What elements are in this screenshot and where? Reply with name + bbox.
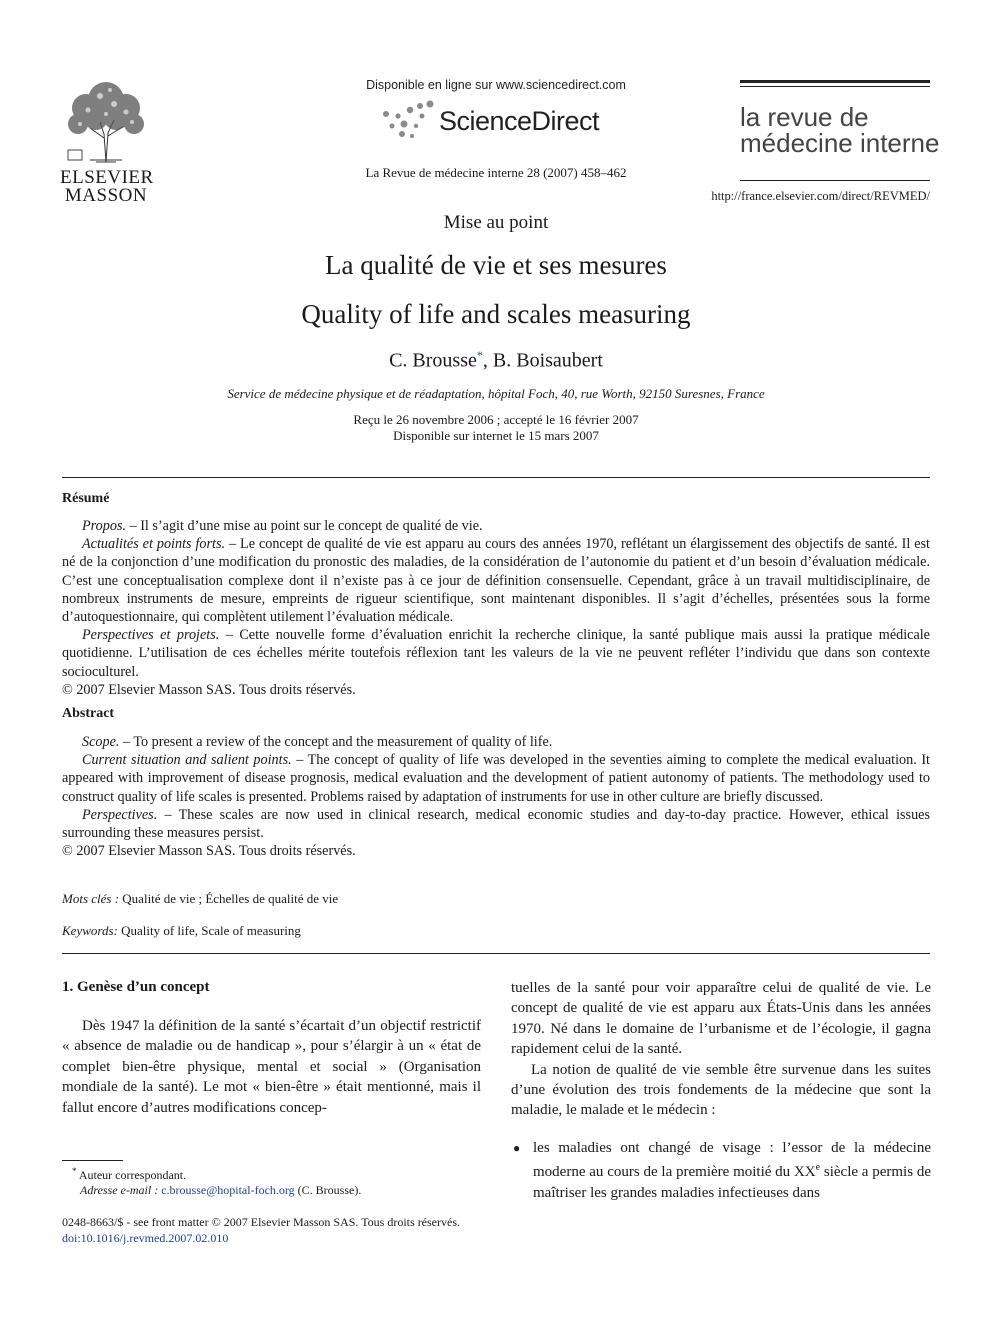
bullet-1-superscript: e bbox=[815, 1162, 821, 1174]
resume-perspectives-label: Perspectives et projets. bbox=[82, 627, 220, 644]
keywords-french-label: Mots clés : bbox=[62, 891, 120, 906]
keywords-french bbox=[62, 891, 338, 907]
footnote-email bbox=[80, 1183, 361, 1198]
bullet-1-text-start: les maladies ont changé de visage : l’essor de la médecine moderne au cours de la première moitié du XX bbox=[533, 1140, 931, 1181]
resume-actualites-text: – Le concept de qualité de vie est apparu au cours des années 1970, reflétant un élargissement des objectifs de santé. Il est né de la conjonction d’une modification du pronostic des maladies, de la considération de l’autonomie du patient et d’un besoin d’évaluation médicale. C’est une conceptualisation complexe dont il n’existe pas à ce jour de définition consensuelle. Cependant, grâce à un travail multidisciplinaire, de nombreux instruments de mesure, empreints de rigueur scientifique, sont maintenant disponibles. Il s’agit d’échelles, présentées sous la forme d’autoquestionnaire, qui complètent utilement l’évaluation médicale. bbox=[62, 536, 931, 626]
body-right-paragraph-1: tuelles de la santé pour voir apparaître celui de qualité de vie. Le concept de qualité de vie est apparu aux États-Unis dans les années 1970. Né dans le domaine de l’urbanisme et de l’écologie, il gagna rapidement celui de la santé. bbox=[511, 980, 931, 1058]
affiliation: Service de médecine physique et de réadaptation, hôpital Foch, 40, rue Worth, 92150 Suresnes, France bbox=[227, 386, 765, 401]
resume-body bbox=[62, 517, 930, 699]
resume-propos-label: Propos. bbox=[82, 518, 127, 534]
abstract-perspectives-label: Perspectives. bbox=[82, 806, 158, 823]
bullet-icon: ● bbox=[513, 1141, 521, 1155]
resume-perspectives-text: – Cette nouvelle forme d’évaluation enrichit la recherche clinique, la santé publique mais aussi la pratique médicale quotidienne. L’utilisation de ces échelles mérite toutefois réflexion tant les valeurs de la vie ne peuvent refléter l’individu que dans son contexte socioculturel. bbox=[62, 627, 930, 680]
abstract-heading: Abstract bbox=[62, 706, 115, 721]
abstract-perspectives bbox=[62, 806, 930, 842]
email-owner: (C. Brousse). bbox=[294, 1183, 362, 1197]
journal-header-rule-thin bbox=[740, 86, 930, 87]
title-english: Quality of life and scales measuring bbox=[301, 299, 691, 329]
resume-perspectives bbox=[62, 626, 930, 681]
abstract-perspectives-text: – These scales are now used in clinical research, medical economic studies and day-to-day practice. However, ethical issues surrounding these measures persist. bbox=[62, 806, 930, 842]
email-link[interactable]: c.brousse@hopital-foch.org bbox=[161, 1183, 295, 1197]
abstract-current-label: Current situation and salient points. bbox=[82, 752, 292, 769]
abstract-copyright: © 2007 Elsevier Masson SAS. Tous droits réservés. bbox=[62, 843, 356, 860]
elsevier-tree-icon bbox=[60, 78, 152, 164]
footnote-corresponding-text: Auteur correspondant. bbox=[76, 1168, 187, 1182]
abstract-bottom-rule bbox=[62, 953, 930, 954]
footnote-rule bbox=[62, 1160, 123, 1161]
bullet-1-text-end: siècle a permis de maîtriser les grandes maladies infectieuses dans bbox=[533, 1164, 931, 1201]
resume-propos bbox=[62, 517, 930, 535]
journal-name-line1: la revue de bbox=[740, 102, 869, 132]
authors bbox=[200, 348, 792, 373]
issn-line: 0248-8663/$ - see front matter © 2007 Elsevier Masson SAS. Tous droits réservés. bbox=[62, 1215, 460, 1229]
publisher-name bbox=[60, 169, 152, 205]
journal-url[interactable]: http://france.elsevier.com/direct/REVMED/ bbox=[711, 189, 930, 203]
journal-header-rule-bottom bbox=[740, 180, 930, 181]
online-availability[interactable]: Disponible en ligne sur www.sciencedirect.com bbox=[366, 78, 626, 92]
author-1: C. Brousse bbox=[389, 349, 477, 372]
resume-heading: Résumé bbox=[62, 491, 110, 506]
sciencedirect-dots-icon bbox=[378, 100, 438, 140]
received-accepted: Reçu le 26 novembre 2006 ; accepté le 16 février 2007 bbox=[353, 412, 639, 427]
resume-actualites-label: Actualités et points forts. bbox=[82, 536, 226, 553]
author-separator: , bbox=[482, 349, 493, 372]
body-right-paragraph-2: La notion de qualité de vie semble être survenue dans les suites d’une évolution des trois fondements de la médecine que sont la maladie, le malade et le médecin : bbox=[511, 1061, 931, 1119]
abstract-scope bbox=[62, 733, 930, 751]
journal-citation: La Revue de médecine interne 28 (2007) 458–462 bbox=[365, 165, 627, 180]
section-1-heading: 1. Genèse d’un concept bbox=[62, 979, 210, 995]
sciencedirect-logo[interactable] bbox=[378, 100, 618, 140]
resume-propos-text: – Il s’agit d’une mise au point sur le concept de qualité de vie. bbox=[126, 518, 483, 534]
journal-name-line2: médecine interne bbox=[740, 128, 940, 158]
publisher-logo bbox=[60, 78, 154, 206]
corresponding-author-mark[interactable]: * bbox=[476, 348, 483, 362]
title-french: La qualité de vie et ses mesures bbox=[325, 250, 667, 280]
keywords-english bbox=[62, 923, 301, 939]
list-item bbox=[511, 1138, 931, 1203]
publisher-name-line1: ELSEVIER bbox=[60, 167, 154, 188]
footnote-corresponding bbox=[72, 1166, 186, 1183]
available-online: Disponible sur internet le 15 mars 2007 bbox=[393, 428, 599, 443]
journal-header-rule-top bbox=[740, 80, 930, 83]
footnote-mark: * bbox=[72, 1166, 77, 1176]
body-right-column bbox=[511, 978, 931, 1121]
keywords-english-text: Quality of life, Scale of measuring bbox=[117, 923, 301, 938]
abstract-body bbox=[62, 733, 930, 860]
email-label: Adresse e-mail : bbox=[80, 1183, 159, 1197]
body-bullet-list bbox=[511, 1138, 931, 1203]
resume-copyright: © 2007 Elsevier Masson SAS. Tous droits réservés. bbox=[62, 681, 356, 698]
abstract-scope-label: Scope. bbox=[82, 734, 120, 750]
body-left-column bbox=[62, 1016, 481, 1118]
resume-actualites bbox=[62, 535, 930, 626]
keywords-french-text: Qualité de vie ; Échelles de qualité de vie bbox=[119, 891, 339, 906]
journal-name bbox=[740, 104, 940, 156]
sciencedirect-wordmark: ScienceDirect bbox=[439, 106, 600, 136]
doi-link[interactable]: doi:10.1016/j.revmed.2007.02.010 bbox=[62, 1231, 229, 1245]
body-left-paragraph: Dès 1947 la définition de la santé s’écartait d’un objectif restrictif « absence de maladie ou de handicap », pour s’élargir à un « état de complet bien-être physique, mental et social » (Organisation mondiale de la santé). Le mot « bien-être » était mentionné, mais il fallut encore d’autres modifications concep- bbox=[62, 1018, 481, 1116]
article-type: Mise au point bbox=[443, 212, 549, 233]
publisher-name-line2: MASSON bbox=[64, 185, 148, 206]
abstract-current-text: – The concept of quality of life was developed in the seventies aiming to complete the medical evaluation. It appeared with improvement of disease prognosis, medical evaluation and the development of patient autonomy of patients. The methodology used to construct quality of life scales is presented. Problems raised by adaptation of instruments for use in other culture are briefly discussed. bbox=[62, 752, 931, 805]
author-2: B. Boisaubert bbox=[492, 349, 603, 372]
keywords-english-label: Keywords: bbox=[62, 923, 118, 938]
dates bbox=[200, 412, 792, 444]
abstract-top-rule bbox=[62, 477, 930, 478]
abstract-scope-text: – To present a review of the concept and the measurement of quality of life. bbox=[119, 734, 553, 750]
abstract-current bbox=[62, 751, 930, 806]
